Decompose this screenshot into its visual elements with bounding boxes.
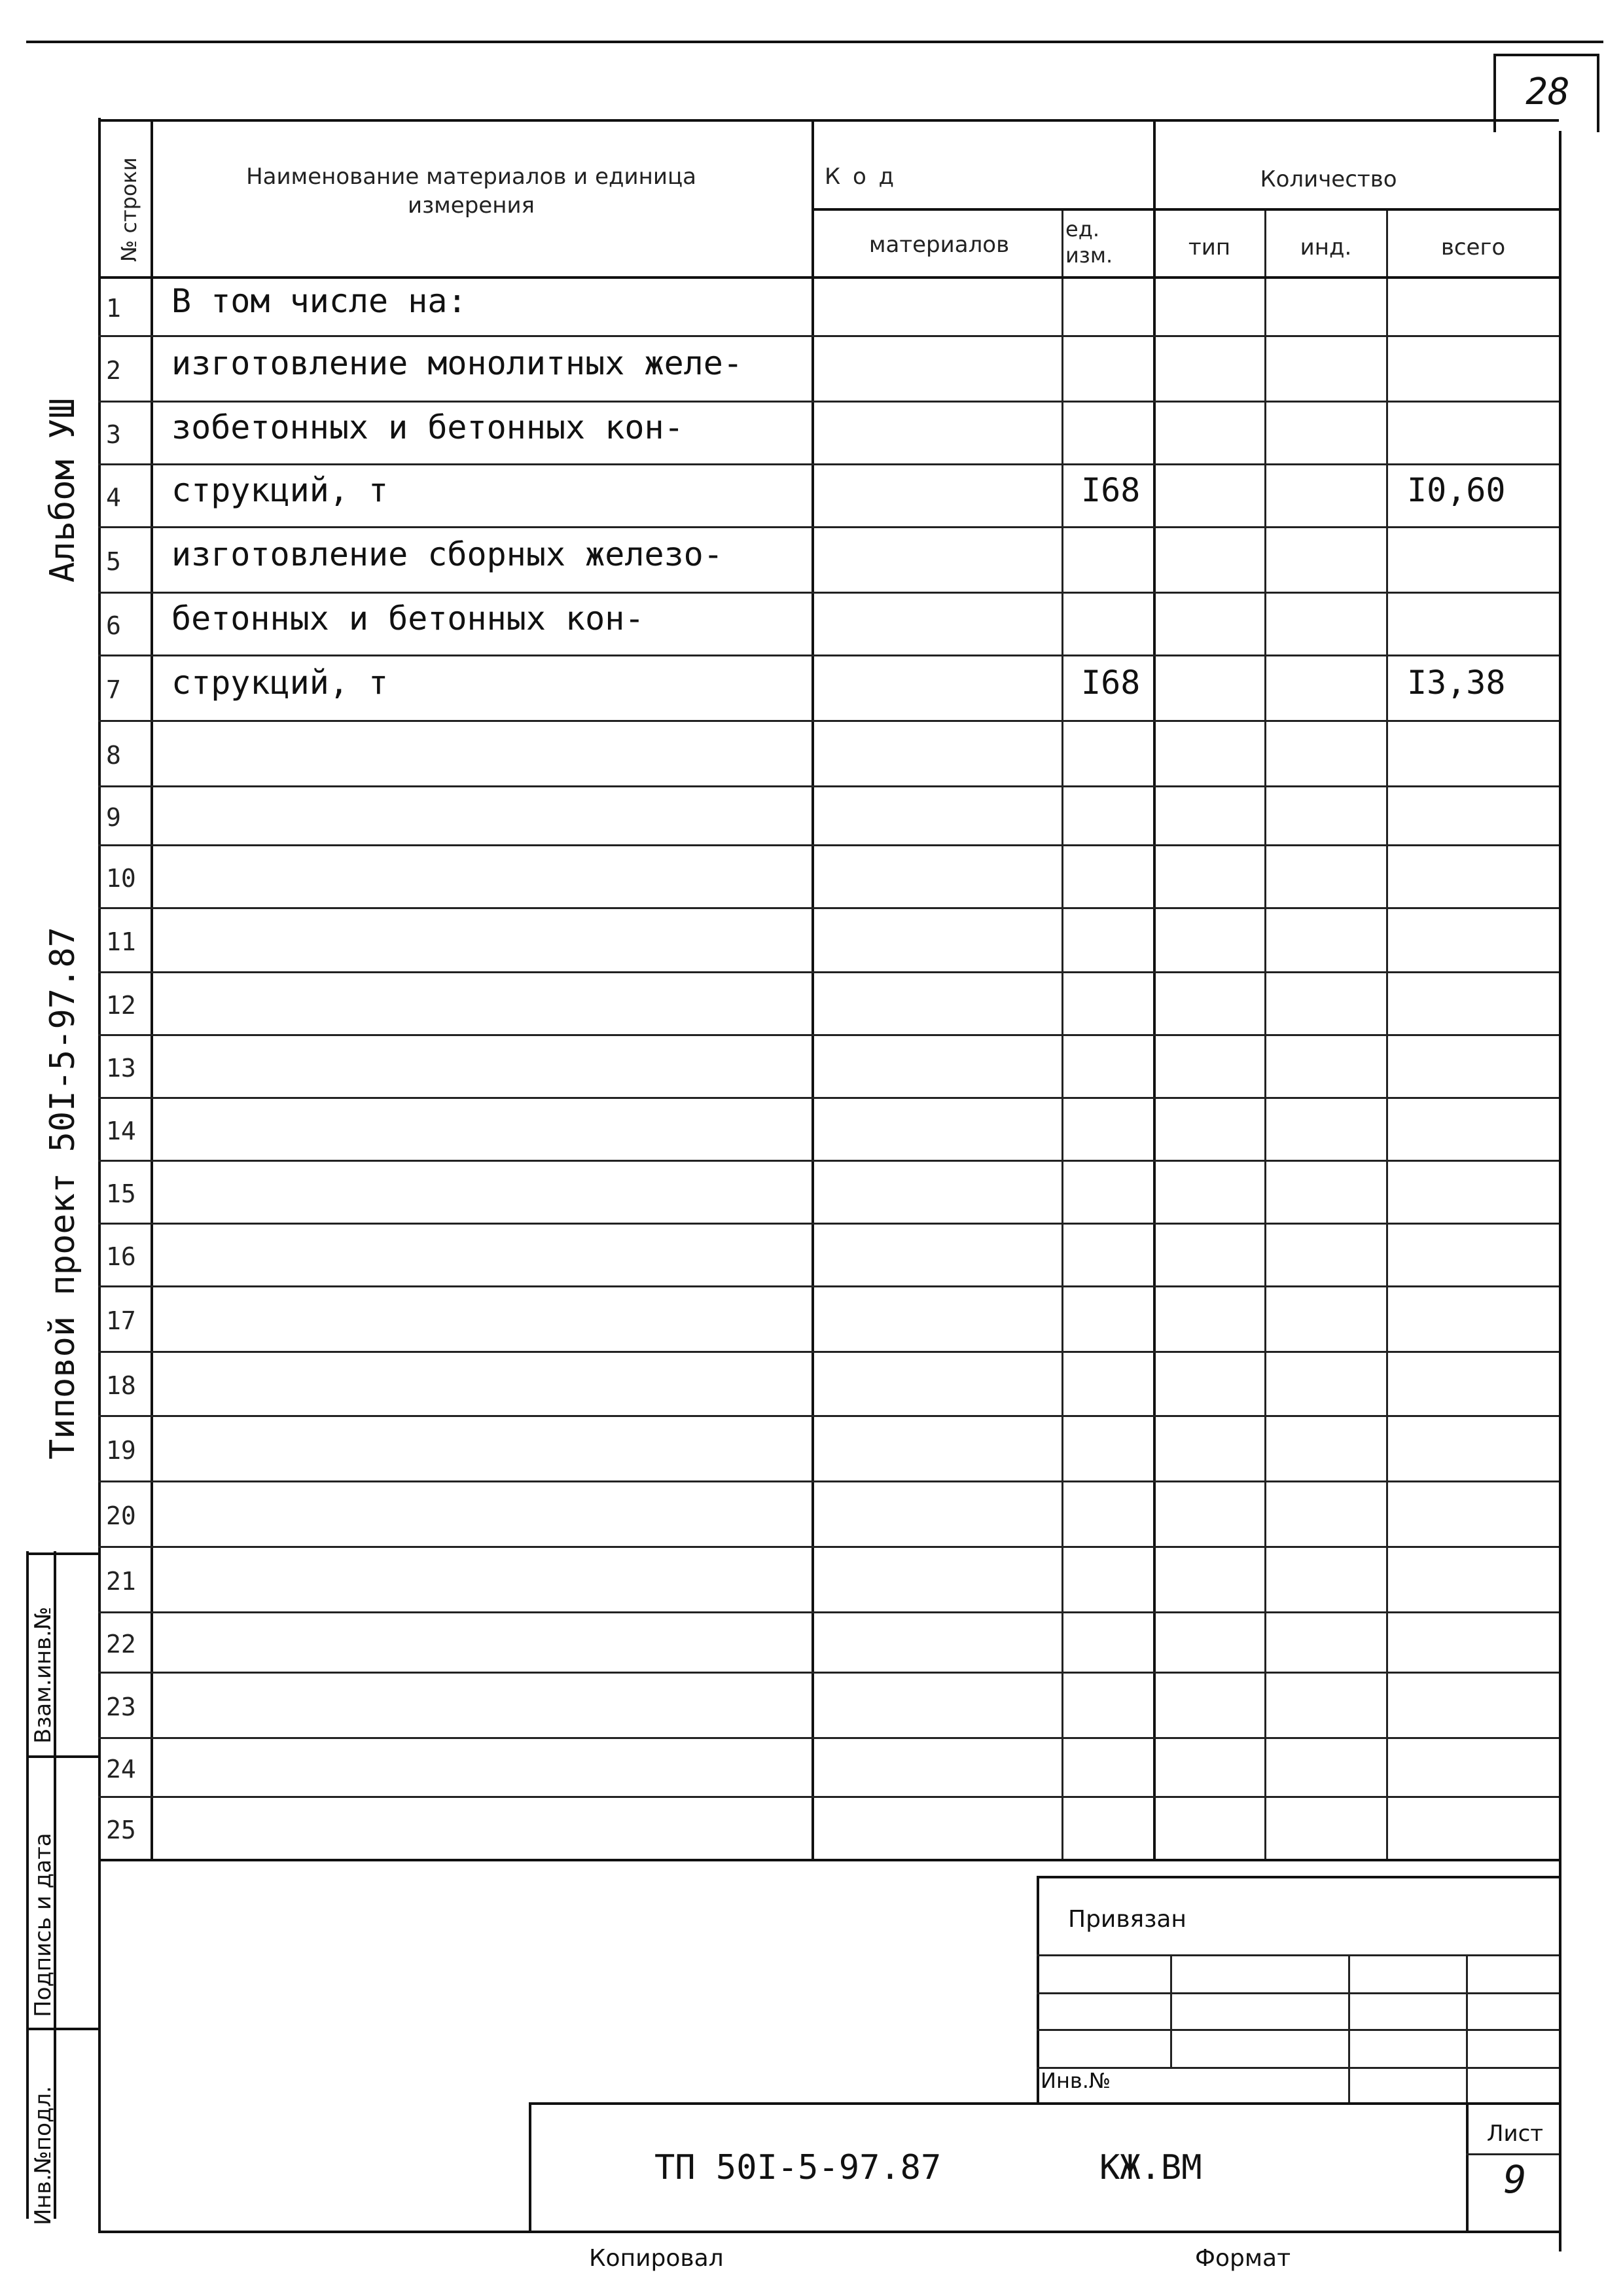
row-divider [98,1415,1559,1417]
binding-inv-label: Инв.№ [1041,2068,1111,2093]
row-name: струкций, т [171,471,389,509]
row-total: I3,38 [1407,664,1506,702]
footer-copied: Копировал [589,2245,724,2272]
album-label: Альбом УШ [43,398,82,583]
header-type: тип [1188,234,1231,260]
binding-row-2 [1037,1992,1559,1994]
stamp-left-line [26,1551,29,2219]
header-total: всего [1440,234,1506,260]
row-name: изготовление сборных железо- [171,535,723,573]
row-number: 19 [106,1436,136,1465]
row-divider [98,526,1559,528]
binding-row-4 [1037,2067,1559,2069]
row-name: изготовление монолитных желе- [171,344,743,382]
sheet-label-line [1466,2153,1559,2155]
row-number: 22 [106,1630,136,1659]
header-ind: инд. [1300,234,1352,260]
binding-col-2 [1348,1954,1350,2102]
row-number: 9 [106,803,121,832]
row-divider [98,1223,1559,1225]
row-name: зобетонных и бетонных кон- [171,408,684,446]
binding-row-1 [1037,1954,1559,1956]
project-label: Типовой проект 50I-5-97.87 [43,927,82,1460]
row-number: 12 [106,991,136,1020]
binding-row-3 [1037,2029,1559,2031]
row-divider [98,1160,1559,1162]
row-number: 2 [106,356,121,385]
stamp-vzam-label: Взам.инв.№ [30,1606,56,1744]
row-divider [98,907,1559,909]
row-number: 17 [106,1306,136,1335]
table-bottom [98,1859,1559,1861]
row-number: 13 [106,1054,136,1083]
page-number-box-right [1597,54,1599,132]
top-border [26,41,1603,43]
binding-label: Привязан [1068,1906,1186,1933]
title-block-sheet-divider [1466,2102,1469,2231]
stamp-inv-label: Инв.№подл. [30,2086,56,2225]
stamp-sign-label: Подпись и дата [30,1833,56,2017]
row-unit: I68 [1081,471,1141,509]
row-divider [98,1796,1559,1798]
footer-format: Формат [1195,2245,1291,2272]
row-divider [98,335,1559,337]
stamp-sep-1 [26,1755,99,1758]
row-name: струкций, т [171,664,389,702]
row-number: 5 [106,547,121,576]
row-number: 14 [106,1117,136,1145]
row-divider [98,463,1559,465]
row-name: бетонных и бетонных кон- [171,600,645,637]
header-quantity: Количество [1260,166,1397,192]
row-number: 7 [106,675,121,704]
row-number: 23 [106,1693,136,1721]
binding-col-3 [1466,1954,1468,2102]
row-divider [98,1546,1559,1548]
stamp-top-line [26,1552,99,1555]
row-number: 6 [106,611,121,640]
left-frame [98,118,101,2232]
header-name: Наименование материалов и единица измерения [246,164,696,219]
row-divider [98,785,1559,787]
row-number: 25 [106,1816,136,1844]
header-unit: ед. изм. [1065,217,1113,268]
header-row-no: № строки [116,157,141,262]
stamp-sep-2 [26,2028,99,2030]
row-divider [98,1737,1559,1739]
title-code: ТП 50I-5-97.87 [654,2148,942,2187]
header-bottom-line [98,276,1559,279]
row-divider [98,1097,1559,1099]
row-number: 16 [106,1242,136,1271]
row-number: 21 [106,1567,136,1596]
row-divider [98,1351,1559,1353]
row-divider [98,1285,1559,1287]
sheet-number: 9 [1503,2157,1527,2202]
binding-col-1 [1170,1954,1172,2067]
row-divider [98,655,1559,656]
header-materials: материалов [868,232,1010,258]
row-number: 24 [106,1755,136,1784]
title-mark: КЖ.ВМ [1099,2148,1202,2187]
header-code: К о д [825,164,897,190]
row-number: 15 [106,1179,136,1208]
binding-top [1037,1876,1559,1878]
row-divider [98,1034,1559,1036]
row-divider [98,592,1559,594]
row-divider [98,401,1559,403]
row-number: 1 [106,294,121,323]
row-number: 10 [106,864,136,893]
page-number: 28 [1525,71,1570,113]
row-divider [98,1672,1559,1674]
col-name-divider [812,119,814,1859]
header-mid-line [812,208,1559,211]
row-number: 3 [106,420,121,449]
row-number: 20 [106,1501,136,1530]
table-top [98,119,1559,122]
row-divider [98,1480,1559,1482]
row-unit: I68 [1081,664,1141,702]
row-divider [98,971,1559,973]
row-number: 11 [106,927,136,956]
title-block-left [529,2102,531,2231]
row-number: 4 [106,483,121,512]
row-divider [98,1611,1559,1613]
row-number: 8 [106,741,121,770]
title-block-top [529,2102,1559,2105]
row-name: В том числе на: [171,282,467,320]
row-number: 18 [106,1371,136,1400]
page-bottom-frame [98,2231,1559,2233]
right-frame [1559,131,1561,2251]
row-divider [98,844,1559,846]
row-divider [98,720,1559,722]
row-total: I0,60 [1407,471,1506,509]
col-unit-divider [1153,119,1156,1859]
page-number-box-top [1493,54,1598,56]
sheet-label: Лист [1486,2121,1544,2147]
